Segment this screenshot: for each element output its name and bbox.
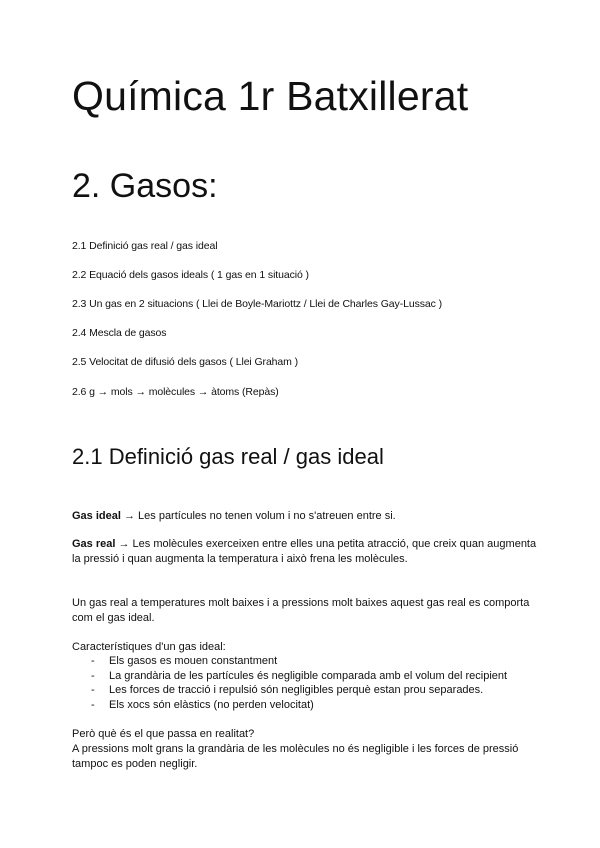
bullet-dash: - <box>91 669 95 682</box>
subsection-heading: 2.1 Definició gas real / gas ideal <box>72 444 384 469</box>
list-item: - Els xocs són elàstics (no perden velocitat) <box>91 698 314 711</box>
reality-question: Però què és el que passa en realitat? <box>72 728 255 740</box>
toc-item-2-2: 2.2 Equació dels gasos ideals ( 1 gas en 1 situació ) <box>72 269 309 281</box>
characteristics-list <box>72 654 542 712</box>
toc-item-2-6: 2.6 g → mols → molècules → àtoms (Repàs) <box>72 386 279 398</box>
gas-ideal-definition <box>72 509 542 524</box>
list-item: - La grandària de les partícules és negligible comparada amb el volum del recipient <box>91 669 508 682</box>
reality-answer: A pressions molt grans la grandària de les molècules no és negligible i les forces de pressió tampoc es poden negligir. <box>72 743 519 770</box>
section-heading: 2. Gasos: <box>72 167 218 205</box>
bullet-dash: - <box>91 698 95 711</box>
gas-real-term: Gas real <box>72 538 116 550</box>
toc-item-2-3: 2.3 Un gas en 2 situacions ( Llei de Boyle-Mariottz / Llei de Charles Gay-Lussac ) <box>72 298 442 310</box>
gas-real-text: → Les molècules exerceixen entre elles una petita atracció, que creix quan augmenta la pressió i quan augmenta la temperatura i això frena les molècules. <box>72 538 537 565</box>
toc-item-2-1: 2.1 Definició gas real / gas ideal <box>72 240 218 252</box>
list-item: - Els gasos es mouen constantment <box>91 655 278 667</box>
toc-item-2-4: 2.4 Mescla de gasos <box>72 327 167 339</box>
behaviour-paragraph: Un gas real a temperatures molt baixes i a pressions molt baixes aquest gas real es comporta com el gas ideal. <box>72 597 530 624</box>
list-item: - Les forces de tracció i repulsió són negligibles perquè estan prou separades. <box>91 684 484 696</box>
gas-ideal-text: → Les partícules no tenen volum i no s'atreuen entre si. <box>120 510 396 522</box>
gas-ideal-term: Gas ideal <box>72 510 121 522</box>
page-title: Química 1r Batxillerat <box>72 73 469 119</box>
bullet-dash: - <box>91 655 95 667</box>
gas-real-definition <box>72 537 542 567</box>
characteristics-heading: Característiques d'un gas ideal: <box>72 641 226 653</box>
bullet-dash: - <box>91 684 95 696</box>
toc-item-2-5: 2.5 Velocitat de difusió dels gasos ( Llei Graham ) <box>72 356 299 368</box>
